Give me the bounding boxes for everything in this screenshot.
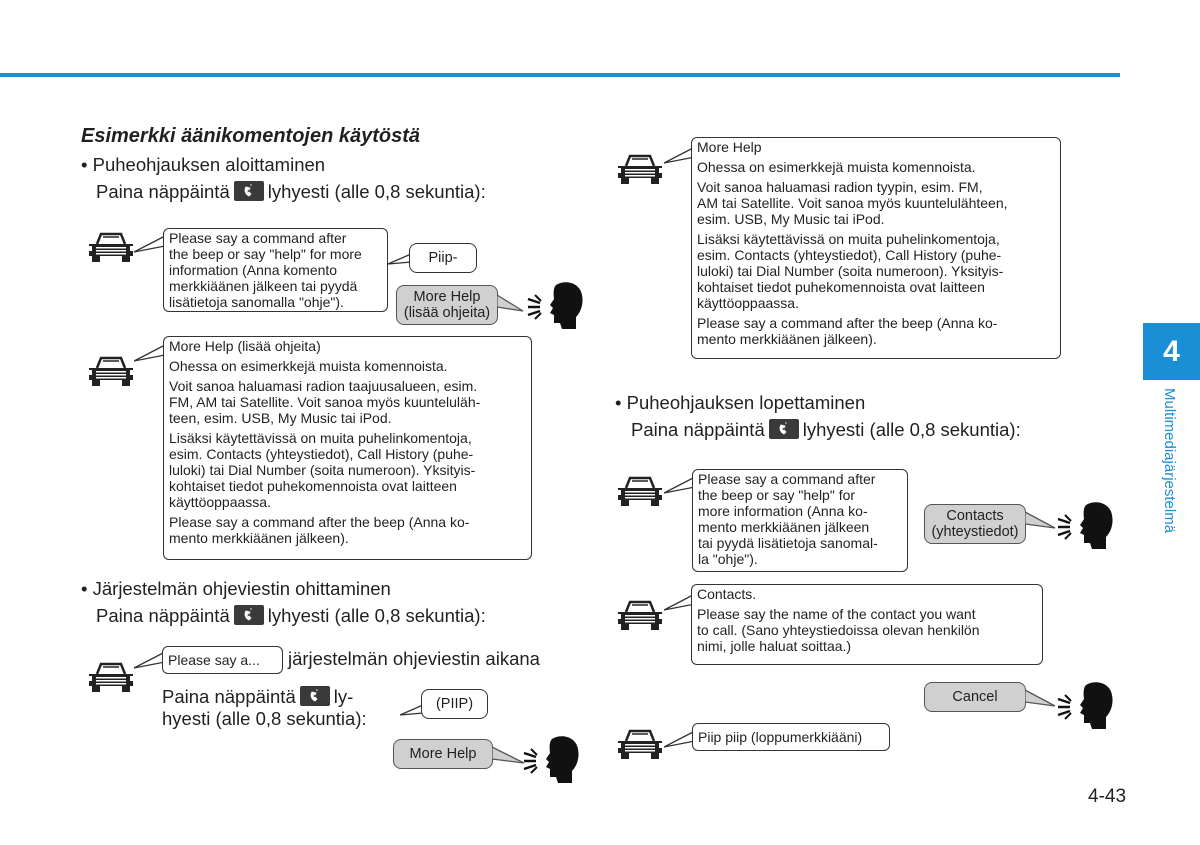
bubble-line: the beep or say "help" for <box>698 487 856 503</box>
bubble-line: tai pyydä lisätietoja sanomal- <box>698 535 878 551</box>
bubble-line: Please say a command after <box>169 230 347 246</box>
bubble-line: Voit sanoa haluamasi radion taajuusalueen, esim. <box>169 378 478 394</box>
talk-button-icon <box>234 605 264 625</box>
user-voice-bubble <box>924 504 1026 544</box>
bubble-paragraph <box>697 315 1055 347</box>
bubble-paragraph <box>697 231 1055 311</box>
car-icon <box>616 152 664 186</box>
bubble-line: Please say a command after the beep (Anna ko- <box>697 315 998 331</box>
bubble-line: kohtaiset tiedot puhekomennoista ovat laitteen <box>697 279 985 295</box>
start-instruction <box>96 179 486 205</box>
bubble-line: Please say a command after the beep (Anna ko- <box>169 514 470 530</box>
page-number: 4-43 <box>1088 786 1127 807</box>
bubble-pointer <box>1025 688 1057 716</box>
car-icon <box>616 598 664 632</box>
top-rule <box>0 73 1120 77</box>
skip-instruction-3: hyesti (alle 0,8 sekuntia): <box>162 708 367 729</box>
voice-line: (yhteystiedot) <box>931 524 1019 540</box>
chapter-tab: 4 <box>1143 323 1200 380</box>
bubble-line: mento merkkiäänen jälkeen). <box>697 331 877 347</box>
bubble-paragraph <box>169 430 526 510</box>
bubble-title: More Help <box>697 139 762 155</box>
instruction-text: lyhyesti (alle 0,8 sekuntia): <box>267 181 486 202</box>
instruction-text: lyhyesti (alle 0,8 sekuntia): <box>802 419 1021 440</box>
bubble-line: esim. USB, My Music tai iPod. <box>697 211 885 227</box>
bubble-pointer <box>134 232 166 254</box>
bubble-line: Voit sanoa haluamasi radion tyypin, esim. FM, <box>697 179 983 195</box>
bubble-line: käyttöoppaassa. <box>697 295 799 311</box>
speaking-head-icon <box>522 733 582 785</box>
bubble-paragraph: Ohessa on esimerkkejä muista komennoista. <box>697 159 976 175</box>
user-voice-bubble <box>396 285 498 325</box>
beep-bubble: Piip- <box>409 243 477 273</box>
bubble-line: kohtaiset tiedot puhekomennoista ovat laitteen <box>169 478 457 494</box>
instruction-text: ly- <box>333 686 354 707</box>
bubble-line: lisätietoja sanomalla "ohje"). <box>169 294 344 310</box>
voice-line: More Help <box>413 289 481 305</box>
user-voice-bubble: Cancel <box>924 682 1026 712</box>
more-help-bubble <box>163 336 532 560</box>
user-voice-bubble: More Help <box>393 739 493 769</box>
speaking-head-icon <box>1056 679 1116 731</box>
bubble-line: luloki) tai Dial Number (soita numeroon). Yksityis- <box>697 263 1004 279</box>
bubble-pointer <box>134 341 166 363</box>
end-instruction <box>631 417 1021 443</box>
voice-line: (lisää ohjeita) <box>403 305 491 321</box>
car-icon <box>87 230 135 264</box>
end-beep-bubble: Piip piip (loppumerkkiääni) <box>692 723 890 751</box>
car-icon <box>87 354 135 388</box>
end-voice-title: • Puheohjauksen lopettaminen <box>615 392 866 413</box>
during-prompt-text: järjestelmän ohjeviestin aikana <box>288 648 540 669</box>
prompt-short-bubble: Please say a... <box>162 646 283 674</box>
bubble-line: teen, esim. USB, My Music tai iPod. <box>169 410 392 426</box>
bubble-line: information (Anna komento <box>169 262 338 278</box>
bubble-line: Please say the name of the contact you want <box>697 606 976 622</box>
skip-prompt-title: • Järjestelmän ohjeviestin ohittaminen <box>81 578 391 599</box>
talk-button-icon <box>300 686 330 706</box>
instruction-text: Paina näppäintä <box>96 605 230 626</box>
system-prompt-bubble <box>163 228 388 312</box>
bubble-line: käyttöoppaassa. <box>169 494 271 510</box>
bubble-title: More Help (lisää ohjeita) <box>169 338 321 354</box>
system-prompt-bubble <box>692 469 908 572</box>
skip-instruction <box>96 603 486 629</box>
contacts-bubble <box>691 584 1043 665</box>
talk-button-icon <box>769 419 799 439</box>
car-icon <box>616 727 664 761</box>
bubble-line: to call. (Sano yhteystiedoissa olevan henkilön <box>697 622 980 638</box>
bubble-line: Please say a command after <box>698 471 876 487</box>
section-heading: Esimerkki äänikomentojen käytöstä <box>81 125 421 147</box>
bubble-pointer <box>497 293 525 321</box>
bubble-pointer <box>492 745 526 773</box>
voice-line: Contacts <box>946 508 1004 524</box>
beep-bubble: (PIIP) <box>421 689 488 719</box>
car-icon <box>616 474 664 508</box>
bubble-paragraph <box>697 179 1055 227</box>
talk-button-icon <box>234 181 264 201</box>
bubble-line: mento merkkiäänen jälkeen). <box>169 530 349 546</box>
chapter-title: Multimediajärjestelmä <box>1161 388 1178 534</box>
instruction-text: Paina näppäintä <box>96 181 230 202</box>
bubble-line: esim. Contacts (yhteystiedot), Call History (puhe- <box>169 446 474 462</box>
bubble-line: esim. Contacts (yhteystiedot), Call History (puhe- <box>697 247 1002 263</box>
bubble-paragraph: Ohessa on esimerkkejä muista komennoista. <box>169 358 448 374</box>
bubble-line: Lisäksi käytettävissä on muita puhelinkomentoja, <box>169 430 472 446</box>
instruction-text: Paina näppäintä <box>631 419 765 440</box>
start-voice-title: • Puheohjauksen aloittaminen <box>81 154 326 175</box>
bubble-line: Lisäksi käytettävissä on muita puhelinkomentoja, <box>697 231 1000 247</box>
bubble-line: luloki) tai Dial Number (soita numeroon). Yksityis- <box>169 462 476 478</box>
bubble-line: FM, AM tai Satellite. Voit sanoa myös kuunteluläh- <box>169 394 481 410</box>
bubble-line: the beep or say "help" for more <box>169 246 362 262</box>
bubble-line: more information (Anna ko- <box>698 503 868 519</box>
bubble-line: mento merkkiäänen jälkeen <box>698 519 870 535</box>
bubble-title: Contacts. <box>697 586 757 602</box>
bubble-paragraph <box>697 606 1037 654</box>
bubble-line: AM tai Satellite. Voit sanoa myös kuuntelulähteen, <box>697 195 1008 211</box>
bubble-paragraph <box>169 378 526 426</box>
bubble-line: merkkiäänen jälkeen tai pyydä <box>169 278 358 294</box>
speaking-head-icon <box>1056 499 1116 551</box>
car-icon <box>87 660 135 694</box>
instruction-text: Paina näppäintä <box>162 686 296 707</box>
instruction-text: lyhyesti (alle 0,8 sekuntia): <box>267 605 486 626</box>
more-help-bubble <box>691 137 1061 359</box>
speaking-head-icon <box>526 279 586 331</box>
bubble-line: la "ohje"). <box>698 551 758 567</box>
bubble-pointer <box>1025 510 1057 538</box>
bubble-line: nimi, jolle haluat soittaa.) <box>697 638 852 654</box>
bubble-paragraph <box>169 514 526 546</box>
